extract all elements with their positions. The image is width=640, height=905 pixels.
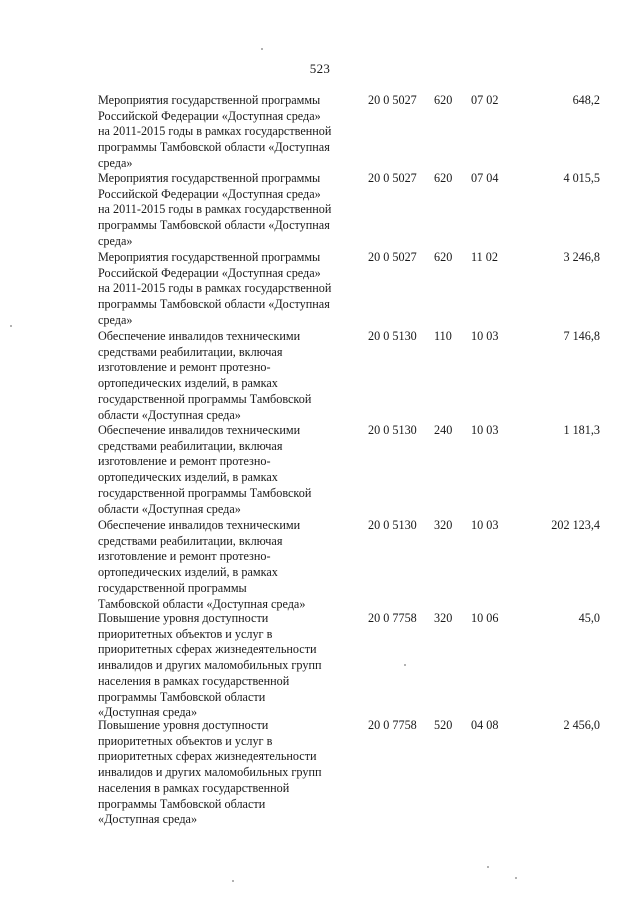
table-row [0,250,640,329]
description-line: ортопедических изделий, в рамках [98,470,278,485]
amount: 648,2 [572,93,600,107]
description-line: Обеспечение инвалидов техническими [98,423,301,437]
table-row [0,718,640,834]
description-line: приоритетных объектов и услуг в [98,733,273,748]
target-article-code: 20 0 5130 [368,329,417,343]
target-article-code: 20 0 5130 [368,518,417,532]
description-line: на 2011-2015 годы в рамках государственной [98,202,332,217]
table-row [0,93,640,171]
target-article-code: 20 0 5130 [368,423,417,437]
description-line: средствами реабилитации, включая [98,344,283,359]
amount: 202 123,4 [551,518,600,532]
amount: 1 181,3 [563,423,600,437]
scan-speck [515,877,517,879]
description-line: государственной программы [98,580,247,595]
description-line: Тамбовской области «Доступная среда» [98,596,306,611]
description-line: изготовление и ремонт протезно- [98,360,271,375]
description-line: области «Доступная среда» [98,407,241,422]
amount: 2 456,0 [563,718,600,732]
amount: 3 246,8 [563,250,600,264]
description-line: среда» [98,155,133,170]
description-line: приоритетных сферах жизнедеятельности [98,749,317,764]
scan-speck [232,880,234,882]
description-line: среда» [98,312,133,327]
scan-speck [10,325,12,327]
row-description [98,171,360,250]
scan-speck [261,48,263,50]
table-row [0,611,640,718]
description-line: приоритетных объектов и услуг в [98,626,273,641]
expense-type-code: 620 [434,93,453,107]
row-description [98,611,360,721]
description-line: Российской Федерации «Доступная среда» [98,186,321,201]
description-line: населения в рамках государственной [98,673,290,688]
description-line: ортопедических изделий, в рамках [98,376,278,391]
description-line: Мероприятия государственной программы [98,250,321,264]
description-line: Российской Федерации «Доступная среда» [98,265,321,280]
table-row [0,423,640,518]
description-line: средствами реабилитации, включая [98,533,283,548]
description-line: населения в рамках государственной [98,780,290,795]
description-line: области «Доступная среда» [98,501,241,516]
target-article-code: 20 0 5027 [368,171,417,185]
description-line: программы Тамбовской области «Доступная [98,297,330,312]
description-line: инвалидов и других маломобильных групп [98,658,322,673]
description-line: программы Тамбовской области «Доступная [98,140,330,155]
description-line: Повышение уровня доступности [98,718,269,732]
row-description [98,250,360,329]
target-article-code: 20 0 5027 [368,250,417,264]
table-row [0,171,640,250]
section-code: 04 08 [471,718,499,732]
expense-type-code: 320 [434,518,453,532]
description-line: средствами реабилитации, включая [98,438,283,453]
page-number: 523 [309,61,331,76]
description-line: ортопедических изделий, в рамках [98,565,278,580]
description-line: программы Тамбовской области «Доступная [98,218,330,233]
description-line: Мероприятия государственной программы [98,171,321,185]
description-line: среда» [98,233,133,248]
description-line: Повышение уровня доступности [98,611,269,625]
section-code: 10 03 [471,329,499,343]
description-line: Обеспечение инвалидов техническими [98,329,301,343]
amount: 7 146,8 [563,329,600,343]
row-description [98,329,360,423]
description-line: «Доступная среда» [98,812,198,827]
description-line: инвалидов и других маломобильных групп [98,765,322,780]
expense-type-code: 110 [434,329,452,343]
description-line: на 2011-2015 годы в рамках государственной [98,124,332,139]
section-code: 11 02 [471,250,498,264]
expense-type-code: 320 [434,611,453,625]
section-code: 10 06 [471,611,499,625]
section-code: 10 03 [471,423,499,437]
amount: 4 015,5 [563,171,600,185]
description-line: программы Тамбовской области [98,796,266,811]
expense-type-code: 240 [434,423,453,437]
description-line: Российской Федерации «Доступная среда» [98,108,321,123]
row-description [98,423,360,517]
expense-type-code: 520 [434,718,453,732]
description-line: Мероприятия государственной программы [98,93,321,107]
description-line: изготовление и ремонт протезно- [98,549,271,564]
section-code: 07 02 [471,93,499,107]
description-line: программы Тамбовской области [98,689,266,704]
section-code: 07 04 [471,171,499,185]
scan-speck [404,664,406,666]
row-description [98,93,360,172]
target-article-code: 20 0 7758 [368,611,417,625]
scan-speck [487,866,489,868]
description-line: приоритетных сферах жизнедеятельности [98,642,317,657]
section-code: 10 03 [471,518,499,532]
target-article-code: 20 0 5027 [368,93,417,107]
description-line: изготовление и ремонт протезно- [98,454,271,469]
row-description [98,718,360,828]
target-article-code: 20 0 7758 [368,718,417,732]
expense-type-code: 620 [434,171,453,185]
description-line: государственной программы Тамбовской [98,485,312,500]
description-line: Обеспечение инвалидов техническими [98,518,301,532]
description-line: «Доступная среда» [98,705,198,720]
row-description [98,518,360,612]
description-line: государственной программы Тамбовской [98,391,312,406]
table-row [0,518,640,611]
description-line: на 2011-2015 годы в рамках государственной [98,281,332,296]
expense-type-code: 620 [434,250,453,264]
table-row [0,329,640,423]
amount: 45,0 [578,611,600,625]
